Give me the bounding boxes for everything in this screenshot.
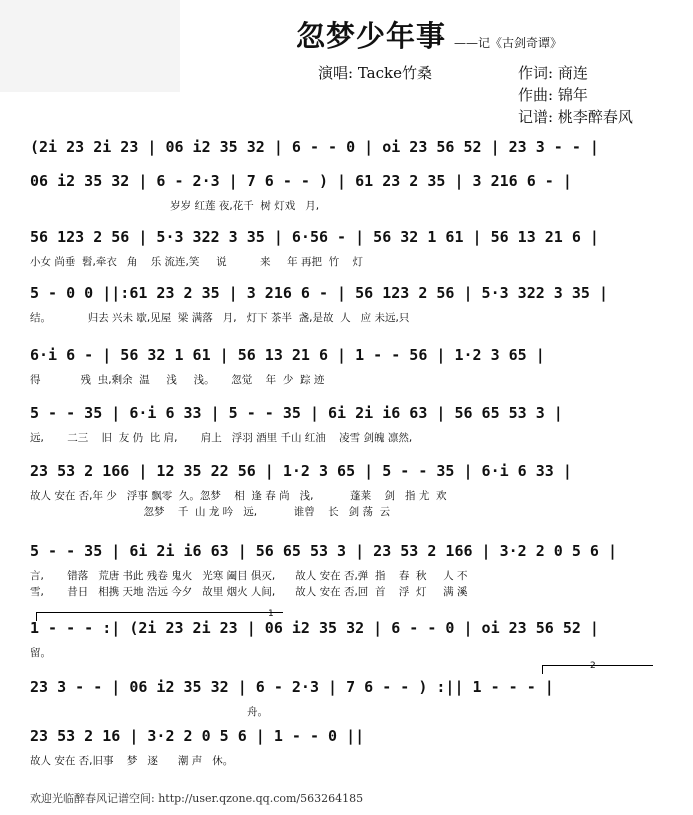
note-line: 23 3 - - | 06 i2 35 32 | 6 - 2·3 | 7 6 - - ) :|| 1 - - - | xyxy=(30,678,554,696)
watermark-area xyxy=(0,0,180,92)
transcriber-credit: 记谱: 桃李醉春风 xyxy=(518,108,633,126)
lyric-line: 舟。 xyxy=(30,706,268,718)
lyric-line: 远, 二三 旧 友 仍 比 肩, 肩上 浮羽 酒里 千山 红油 凌雪 剑魄 凛然, xyxy=(30,432,413,444)
note-line: 5 - - 35 | 6i 2i i6 63 | 56 65 53 3 | 23 53 2 166 | 3·2 2 0 5 6 | xyxy=(30,542,617,560)
note-line: 23 53 2 166 | 12 35 22 56 | 1·2 3 65 | 5 - - 35 | 6·i 6 33 | xyxy=(30,462,572,480)
note-line: 5 - - 35 | 6·i 6 33 | 5 - - 35 | 6i 2i i6 63 | 56 65 53 3 | xyxy=(30,404,563,422)
song-title: 忽梦少年事 xyxy=(296,19,447,53)
volta-bracket-2 xyxy=(542,665,653,674)
footer-credit: 欢迎光临醉春风记谱空间: http://user.qzone.qq.com/563264185 xyxy=(30,792,364,805)
note-line: 06 i2 35 32 | 6 - 2·3 | 7 6 - - ) | 61 23 2 35 | 3 216 6 - | xyxy=(30,172,572,190)
lyric-line: 结。 归去 兴未 歇,见屋 梁 满落 月, 灯下 茶半 盏,是故 人 应 未远,只 xyxy=(30,312,410,324)
note-line: 6·i 6 - | 56 32 1 61 | 56 13 21 6 | 1 - - 56 | 1·2 3 65 | xyxy=(30,346,545,364)
lyric-line: 言, 错落 荒唐 书此 残卷 鬼火 光寒 阖目 俱灭, 故人 安在 否,弹 指 春 秋 人 不 xyxy=(30,570,468,582)
lyric-line: 小女 尚垂 髫,牵衣 角 乐 流连,笑 说 来 年 再把 竹 灯 xyxy=(30,256,364,268)
composer-credit: 作曲: 锦年 xyxy=(518,86,588,104)
lyric-line: 故人 安在 否,旧事 梦 逐 潮 声 休。 xyxy=(30,755,234,767)
volta-mark-2: 2 xyxy=(590,661,596,671)
note-line: 56 123 2 56 | 5·3 322 3 35 | 6·56 - | 56 32 1 61 | 56 13 21 6 | xyxy=(30,228,599,246)
volta-bracket-1 xyxy=(36,612,283,621)
score-line xyxy=(30,462,670,550)
lyricist-credit: 作词: 商连 xyxy=(518,64,588,82)
song-subtitle: ——记《古剑奇谭》 xyxy=(454,36,563,50)
note-line: 5 - 0 0 ||:61 23 2 35 | 3 216 6 - | 56 123 2 56 | 5·3 322 3 35 | xyxy=(30,284,608,302)
lyric-line: 得 残 虫,剩余 温 浅 浅。 忽觉 年 少 踪 迹 xyxy=(30,374,325,386)
lyric-line: 故人 安在 否,年 少 浮事 飘零 久。忽梦 相 逢 春 尚 浅, 蓬莱 剑 指 尤 欢 xyxy=(30,490,447,502)
lyric-line: 雪, 昔日 相携 天地 浩远 今夕 故里 烟火 人间, 故人 安在 否,回 首 浮 灯 满 溪 xyxy=(30,586,468,598)
note-line: 23 53 2 16 | 3·2 2 0 5 6 | 1 - - 0 || xyxy=(30,727,365,745)
lyric-line: 留。 xyxy=(30,647,51,659)
note-line: (2i 23 2i 23 | 06 i2 35 32 | 6 - - 0 | oi 23 56 52 | 23 3 - - | xyxy=(30,138,599,156)
lyric-line: 忽梦 千 山 龙 吟 远, 谁曾 长 剑 荡 云 xyxy=(30,506,391,518)
volta-mark-1: 1 xyxy=(268,609,274,619)
singer-credit: 演唱: Tacke竹桑 xyxy=(318,64,432,82)
note-line: 1 - - - :| (2i 23 2i 23 | 06 i2 35 32 | 6 - - 0 | oi 23 56 52 | xyxy=(30,619,599,637)
lyric-line: 岁岁 红莲 夜,花千 树 灯戏 月, xyxy=(30,200,320,212)
